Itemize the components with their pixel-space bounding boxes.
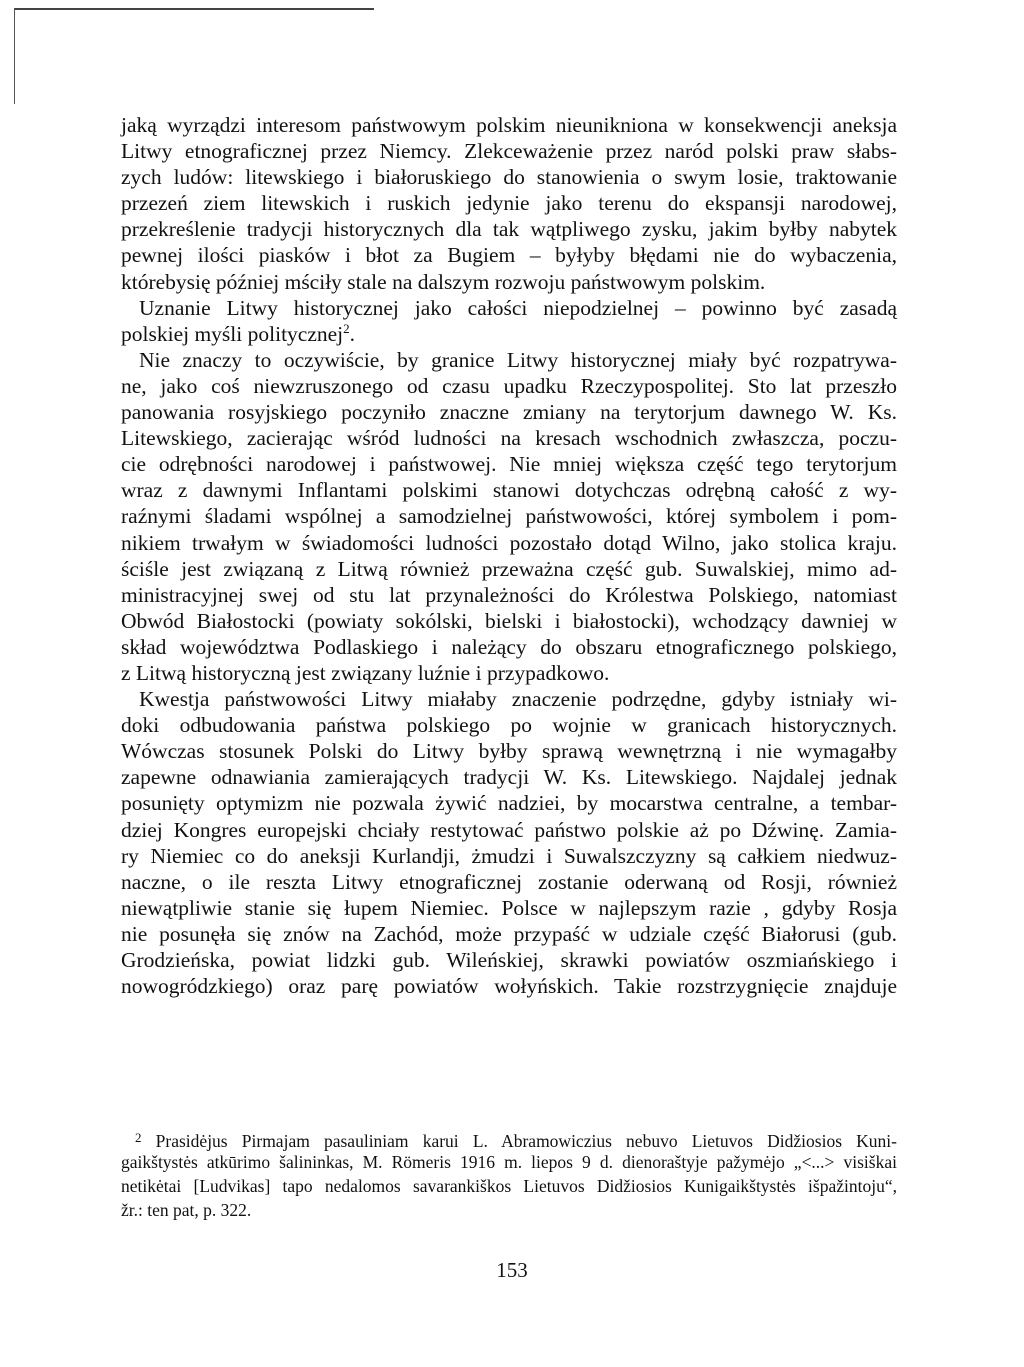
text-line: z Litwą historyczną jest związany luźnie i przypadkowo. [121, 660, 610, 685]
scan-top-rule [14, 8, 374, 10]
text-line: zych ludów: litewskiego i białoruskiego do stanowienia o swym losie, traktowanie [121, 165, 897, 190]
text-line: ry Niemiec co do aneksji Kurlandji, żmudzi i Suwalszczyzny są całkiem niedwuz- [121, 843, 897, 868]
text-line: Litewskiego, zacierając wśród ludności na kresach wschodnich zwłaszcza, poczu- [121, 426, 897, 451]
text-line: nie posunęła się znów na Zachód, może przypaść w udziale część Białorusi (gub. [121, 921, 897, 946]
text-line: niewątpliwie stanie się łupem Niemiec. Polsce w najlepszym razie , gdyby Rosja [121, 895, 897, 920]
text-line: którebysię później mściły stale na dalszym rozwoju państwowym polskim. [121, 269, 766, 294]
text-line: Wówczas stosunek Polski do Litwy byłby sprawą wewnętrzną i nie wymagałby [121, 739, 897, 764]
text-line: jaką wyrządzi interesom państwowym polskim nieuniknionа w konsekwencji aneksja [121, 113, 897, 137]
body-text [121, 112, 897, 999]
footnote-reference-suffix: . [349, 321, 356, 346]
text-line: ściśle jest związaną z Litwą również przeważna część gub. Suwalskiej, mimo ad- [121, 556, 897, 581]
text-line: Litwy etnograficznej przez Niemcy. Zlekceważenie przez naród polski praw słabs- [121, 139, 897, 164]
footnote-text: Prasidėjus Pirmajam pasauliniam karui L. Abramowiczius nebuvo Lietuvos Didžiosios Kuni- [155, 1131, 897, 1151]
text-line: przekreślenie tradycji historycznych dla tak wątpliwego zysku, jakim byłby nabytek [121, 217, 897, 242]
text-line: cie odrębności narodowej i państwowej. Nie mniej większa część tego terytorjum [121, 452, 897, 477]
text-line: panowania rosyjskiego poczyniło znaczne zmiany na terytorjum dawnego W. Ks. [121, 400, 897, 425]
text-line: raźnymi śladami wspólnej a samodzielnej państwowości, której symbolem i pom- [121, 504, 897, 529]
footnote-line [121, 1126, 897, 1150]
footnote-line: netikėtai [Ludvikas] tapo nedalomos savarankiškos Lietuvos Didžiosios Kunigaikštystės išpažintoju“, [121, 1176, 897, 1196]
footnote-reference: 2 [343, 320, 350, 336]
footnotes [121, 1126, 897, 1222]
text-line: ministracyjnej swej od stu lat przynależności do Królestwa Polskiego, natomiast [121, 582, 897, 607]
text-line: zapewne odnawiania zamierających tradycji W. Ks. Litewskiego. Najdalej jednak [121, 765, 897, 790]
text-line: Uznanie Litwy historycznej jako całości niepodzielnej – powinno być zasadą [139, 295, 897, 320]
text-line: dziej Kongres europejski chciały restytować państwo polskie aż po Dźwinę. Zamia- [121, 817, 897, 842]
text-line: skład województwa Podlaskiego i należący do obszaru etnograficznego polskiego, [121, 634, 897, 659]
text-line: Obwód Białostocki (powiaty sokólski, bielski i białostocki), wchodzący dawniej w [121, 608, 897, 633]
text-line: przezeń ziem litewskich i ruskich jedynie jako terenu do ekspansji narodowej, [121, 191, 897, 216]
text-line: nowogródzkiego) oraz parę powiatów wołyńskich. Takie rozstrzygnięcie znajduje [121, 974, 897, 999]
text-line: polskiej myśli politycznej [121, 321, 344, 346]
page-number: 153 [496, 1258, 528, 1282]
text-line: Nie znaczy to oczywiście, by granice Litwy historycznej miały być rozpatrywa- [139, 347, 897, 372]
text-line: pewnej ilości piasków i błot za Bugiem – byłyby błędami nie do wybaczenia, [121, 243, 897, 268]
text-line: wraz z dawnymi Inflantami polskimi stanowi dotychczas odrębną całość z wy- [121, 478, 897, 503]
footnote-mark: 2 [135, 1130, 142, 1145]
text-line: nikiem trwałym w świadomości ludności pozostało dotąd Wilno, jako stolica kraju. [121, 530, 897, 555]
scan-left-edge [14, 8, 15, 104]
text-line: posunięty optymizm nie pozwala żywić nadziei, by mocarstwa centralne, a tembar- [121, 791, 897, 816]
text-line: Grodzieńska, powiat lidzki gub. Wileńskiej, skrawki powiatów oszmiańskiego i [121, 948, 897, 972]
text-line-with-footnote-ref [121, 321, 897, 347]
footnote-line: žr.: ten pat, p. 322. [121, 1200, 252, 1220]
text-line: doki odbudowania państwa polskiego po wojnie w granicach historycznych. [121, 713, 897, 738]
text-line: Kwestja państwowości Litwy miałaby znaczenie podrzędne, gdyby istniały wi- [139, 687, 897, 712]
text-line: ne, jako coś niewzruszonego od czasu upadku Rzeczypospolitej. Sto lat przeszło [121, 373, 897, 398]
footnote-line: gaikštystės atkūrimo šalininkas, M. Römeris 1916 m. liepos 9 d. dienoraštyje pažymėjo „<...> visiškai [121, 1152, 897, 1172]
text-line: naczne, o ile reszta Litwy etnograficznej zostanie oderwaną od Rosji, również [121, 869, 897, 894]
